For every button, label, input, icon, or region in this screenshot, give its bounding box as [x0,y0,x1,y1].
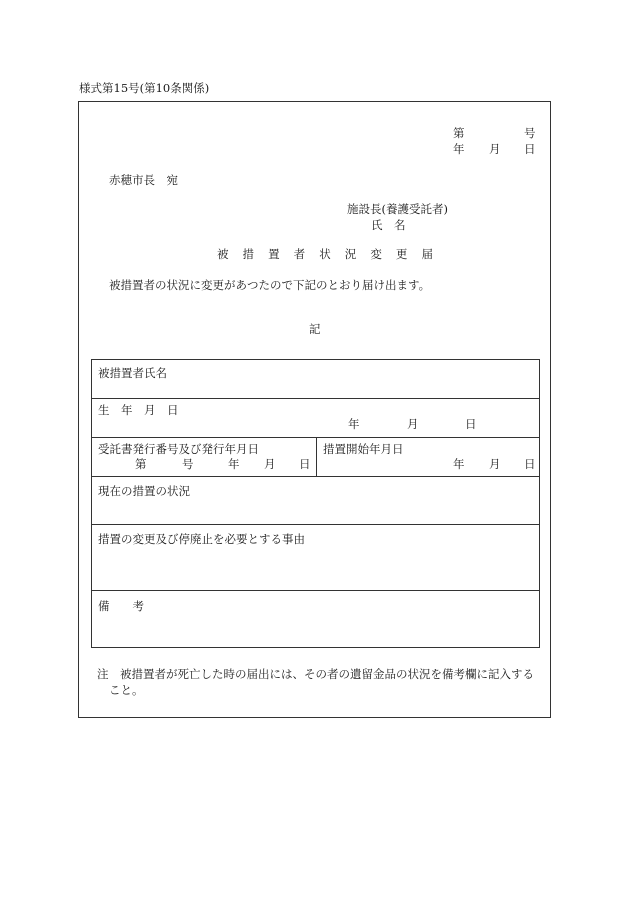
change-label: 措置の変更及び停廃止を必要とする事由 [98,532,305,546]
row-change [92,525,539,591]
row-birth [92,399,539,438]
form-number: 様式第15号(第10条関係) [79,81,210,95]
row-name [92,360,539,399]
document-title: 被 措 置 者 状 況 変 更 届 [217,247,439,261]
current-label: 現在の措置の状況 [98,484,190,498]
row-current [92,477,539,525]
cert-month: 月 [264,457,276,471]
cert-day: 日 [299,457,311,471]
intro-text: 被措置者の状況に変更があつたので下記のとおり届け出ます。 [109,278,431,292]
cert-label: 受託書発行番号及び発行年月日 [98,442,259,456]
row-cert [92,438,539,477]
date-day: 日 [524,142,536,156]
birth-label: 生 年 月 日 [98,403,179,417]
row-remarks [92,591,539,647]
name-label: 被措置者氏名 [98,366,167,380]
cert-year: 年 [228,457,240,471]
note-line-2: こと。 [109,683,144,697]
date-month: 月 [489,142,501,156]
info-table [91,359,540,648]
birth-year: 年 [348,417,360,431]
ki-heading: 記 [309,322,321,336]
cell-divider [316,438,317,476]
date-year: 年 [453,142,465,156]
sender-name-label: 氏 名 [371,218,406,232]
remarks-label: 備 考 [98,599,144,613]
start-day: 日 [524,457,536,471]
birth-month: 月 [407,417,419,431]
sender-title: 施設長(養護受託者) [347,202,448,216]
doc-number-dai: 第 [453,126,465,140]
addressee: 赤穂市長 宛 [109,173,178,187]
start-label: 措置開始年月日 [323,442,404,456]
doc-number-go: 号 [524,126,536,140]
start-month: 月 [489,457,501,471]
start-year: 年 [453,457,465,471]
birth-day: 日 [465,417,477,431]
cert-go: 号 [182,457,194,471]
cert-dai: 第 [135,457,147,471]
note-line-1: 注 被措置者が死亡した時の届出には、その者の遺留金品の状況を備考欄に記入する [97,667,534,681]
